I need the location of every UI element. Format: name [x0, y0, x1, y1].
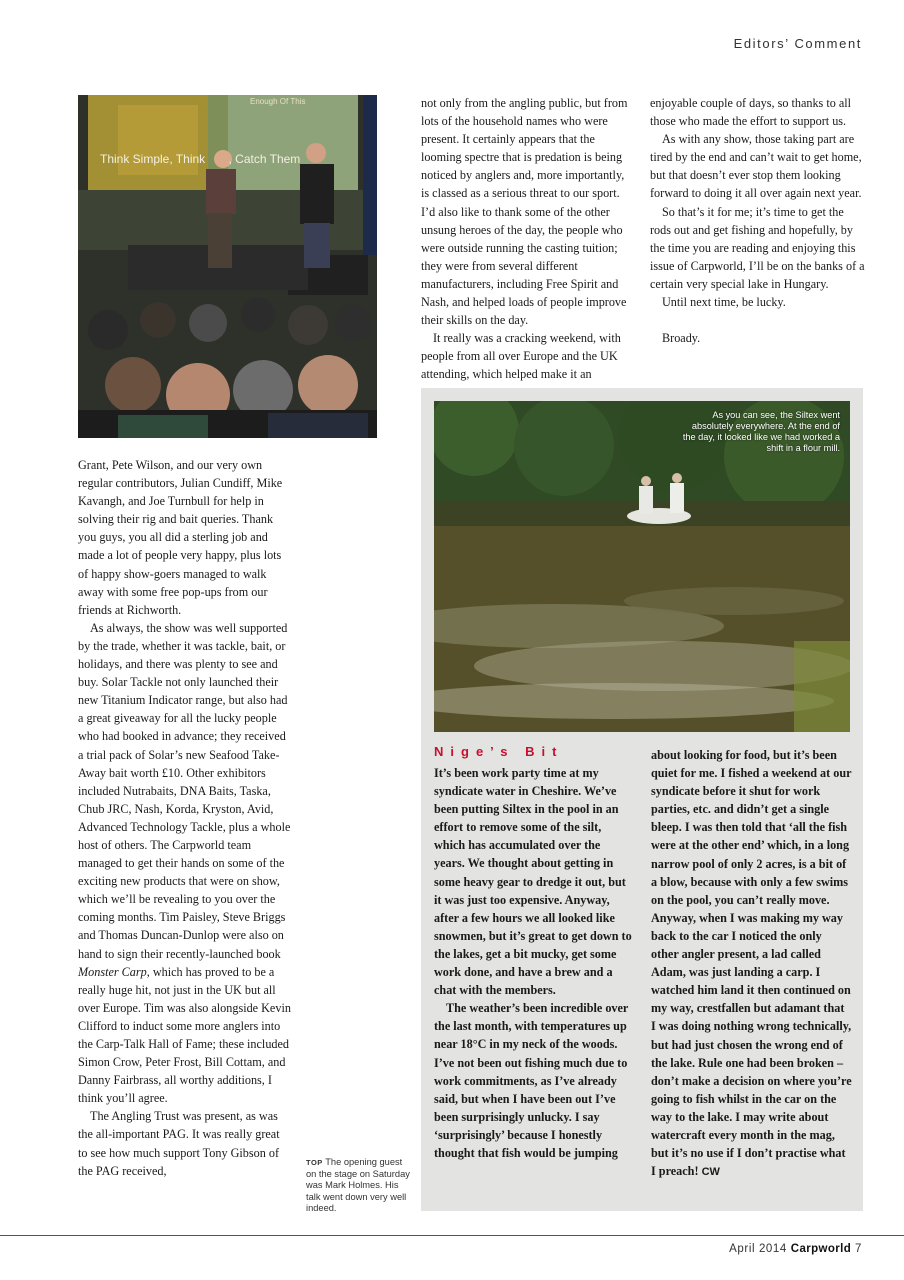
- article-column-middle: [421, 94, 633, 384]
- nige-column-right: [651, 746, 852, 1181]
- page-number: 7: [855, 1243, 862, 1255]
- paragraph: So that’s it for me; it’s time to get the rods out and get fishing and hopefully, by the time you are reading and enjoying this issue of Carpworld, I’ll be on the banks of a certain very special lake in Hungary.: [650, 204, 865, 291]
- issue-date: April 2014: [729, 1243, 787, 1255]
- screen-text-small: Enough Of This: [250, 97, 306, 106]
- caption-text: The opening guest on the stage on Saturday was Mark Holmes. His talk went down very well indeed.: [306, 1157, 410, 1214]
- nige-title: Nige’s Bit: [434, 744, 564, 759]
- magazine-name: Carpworld: [790, 1243, 852, 1255]
- paragraph: not only from the angling public, but from lots of the household names who were present. It certainly appears that the looming spectre that is predation is being noticed by anglers and, more importantly, is classed as a serious threat to our sport. I’d also like to thank some of the other unsung heroes of the day, the people who were outside running the casting tuition; they were from several different manufacturers, including Free Spirit and Nash, and helped loads of people improve their skills on the day.: [421, 96, 628, 328]
- article-column-left: [78, 456, 292, 1180]
- article-column-right: [650, 94, 865, 347]
- paragraph: As with any show, those taking part are tired by the end and can’t wait to get home, but that doesn’t ever stop them looking forward to doing it all over again next year.: [650, 132, 862, 201]
- paragraph: The weather’s been incredible over the last month, with temperatures up near 18°C in my neck of the woods. I’ve not been out fishing much due to work commitments, as I’ve already said, but when I have been out I’ve been surprisingly unlucky. I say ‘surprisingly’ because I honestly thought that fish would be jumping: [434, 1001, 629, 1160]
- section-header: Editors’ Comment: [733, 36, 862, 51]
- signoff: Broady.: [662, 331, 701, 346]
- end-mark: CW: [701, 1166, 720, 1179]
- paragraph-ending: [651, 746, 852, 1181]
- stage-photo-image: [78, 95, 377, 438]
- lake-photo: [434, 401, 850, 732]
- paragraph-text: about looking for food, but it’s been quiet for me. I fished a weekend at our syndicate before it shut for work parties, etc. and didn’t get a single bleep. I was then told that ‘all the fish were at the other end’ which, in a long narrow pool of only 2 acres, is a bit of a blow, because with only a few swims on the pool, you can’t really move. Anyway, when I was making my way back to the car I noticed the only other angler present, a lad called Adam, was just landing a carp. I watched him land it then continued on my way, crestfallen but adamant that I was doing nothing wrong technically, but had just chosen the wrong end of the lake. Rule one had been broken – don’t make a decision on where you’re going to fish whilst in the car on the way to the lake. I may write about watercraft every month in the mag, but it’s no use if I don’t practise what I preach!: [651, 748, 852, 1179]
- lake-photo-caption: As you can see, the Siltex went absolutely everywhere. At the end of the day, it looked like we had worked a shift in a flour mill.: [682, 410, 840, 453]
- book-title: Monster Carp: [78, 964, 147, 979]
- stage-photo: [78, 95, 377, 438]
- footer-rule: [0, 1235, 904, 1236]
- paragraph: Grant, Pete Wilson, and our very own regular contributors, Julian Cundiff, Mike Kavangh, and Joe Turnbull for help in solving their rig and bait queries. Thank you guys, you all did a sterling job and made a lot of people very happy, plus lots of happy show-goers managed to walk away with some free pop-ups from our friends at Richworth.: [78, 458, 283, 617]
- paragraph: enjoyable couple of days, so thanks to all those who made the effort to support us.: [650, 96, 852, 129]
- stage-photo-caption: [306, 1157, 414, 1215]
- screen-text: Think Simple, Think , Catch Them: [100, 152, 301, 166]
- paragraph-trade-part2: , which has proved to be a really huge hit, not just in the UK but all over Europe. Tim was also alongside Kevin Clifford to induct some more anglers into the Carp-Talk Hall of Fame; these included Simon Crow, Peter Frost, Bill Cottam, and Danny Fairbrass, all worthy additions, I think you’ll agree.: [78, 964, 291, 1106]
- nige-column-left: [434, 764, 634, 1162]
- caption-label: TOP: [306, 1158, 323, 1167]
- paragraph: The Angling Trust was present, as was the all-important PAG. It was really great to see how much support Tony Gibson of the PAG received,: [78, 1109, 280, 1178]
- paragraph: It really was a cracking weekend, with people from all over Europe and the UK attending, which helped make it an: [421, 331, 621, 382]
- paragraph: Until next time, be lucky.: [662, 295, 786, 310]
- paragraph: It’s been work party time at my syndicate water in Cheshire. We’ve been putting Siltex in the pool in an effort to remove some of the silt, which has accumulated over the years. We thought about getting in some heavy gear to dredge it out, but it was just too expensive. Anyway, after a few hours we all looked like snowmen, but it’s great to get down to the lakes, get a bit mucky, get some work done, and have a brew and a chat with the members.: [434, 766, 632, 998]
- paragraph-trade-part1: As always, the show was well supported by the trade, whether it was tackle, bait, or holidays, and there was plenty to see and buy. Solar Tackle not only launched their new Titanium Indicator range, but also had a great giveaway for all the lucky people who had booked in advance; they received a trial pack of Solar’s new Seafood Take-Away bait worth £10. Other exhibitors included Nutrabaits, DNA Baits, Taska, Chub JRC, Nash, Korda, Kryston, Avid, Advanced Technology Tackle, plus a whole host of others. The Carpworld team managed to get their hands on some of the exciting new products that were on show, which we’ll be revealing to you over the coming months. Tim Paisley, Steve Briggs and Thomas Duncan-Dunlop were also on hand to sign their recently-launched book: [78, 620, 291, 961]
- paragraph-trade: [78, 619, 292, 1108]
- page-footer: [729, 1243, 862, 1255]
